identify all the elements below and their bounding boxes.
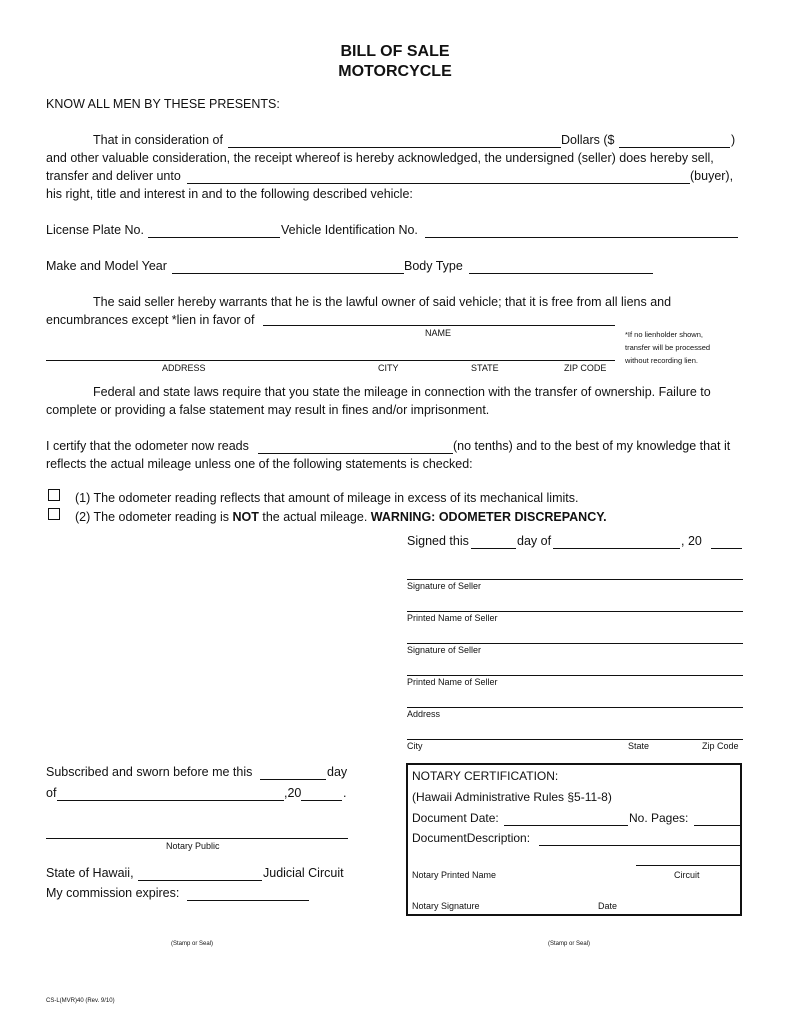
circuit-field[interactable] [636, 852, 741, 866]
document-description-field[interactable] [539, 831, 741, 846]
lien-note-line1: *If no lienholder shown, [625, 330, 703, 339]
mileage-notice-line1: Federal and state laws require that you state the mileage in connection with the transfer of ownership. Failure to [93, 385, 711, 399]
amount-words-field[interactable] [228, 133, 561, 148]
seller-printed-name-2-field[interactable] [407, 662, 743, 676]
day-of-label: day of [517, 534, 552, 548]
sworn-of-label: of [46, 786, 57, 800]
city-caption: CITY [378, 363, 399, 373]
notary-cert-rules: (Hawaii Administrative Rules §5-11-8) [412, 790, 612, 804]
sworn-month-field[interactable] [57, 786, 284, 801]
statement2-warning: WARNING: ODOMETER DISCREPANCY. [370, 510, 607, 524]
odometer-suffix: (no tenths) and to the best of my knowledge that it [453, 439, 731, 453]
address-label: Address [407, 709, 441, 719]
year-prefix: , 20 [681, 534, 702, 548]
commission-expires-field[interactable] [187, 886, 309, 901]
state-of-hawaii-label: State of Hawaii, [46, 866, 134, 880]
transfer-prefix: transfer and deliver unto [46, 169, 181, 183]
statement2-text [75, 510, 607, 525]
lien-note-line2: transfer will be processed [625, 343, 711, 352]
dollars-close: ) [731, 133, 736, 147]
consideration-prefix: That in consideration of [93, 133, 223, 147]
no-pages-field[interactable] [694, 811, 741, 826]
license-plate-label: License Plate No. [46, 223, 144, 237]
vin-label: Vehicle Identification No. [281, 223, 418, 237]
statement2-not: NOT [232, 510, 259, 524]
sworn-year-prefix: ,20 [284, 786, 302, 800]
body-type-field[interactable] [469, 259, 653, 274]
sworn-year-field[interactable] [301, 786, 342, 801]
statement2-prefix: (2) The odometer reading is [75, 510, 233, 524]
signed-day-field[interactable] [471, 534, 516, 549]
signature-seller-2-label: Signature of Seller [407, 645, 482, 655]
lien-note-line3: without recording lien. [625, 356, 698, 365]
consideration-line4: his right, title and interest in and to the following described vehicle: [46, 187, 413, 201]
zip-label: Zip Code [702, 741, 739, 751]
state-label: State [628, 741, 650, 751]
notary-printed-name-label: Notary Printed Name [412, 870, 497, 880]
intro-text: KNOW ALL MEN BY THESE PRESENTS: [46, 97, 280, 111]
document-date-label: Document Date: [412, 811, 499, 825]
notary-public-signature-field[interactable] [46, 824, 348, 839]
address-caption: ADDRESS [162, 363, 206, 373]
lien-line1: The said seller hereby warrants that he is the lawful owner of said vehicle; that it is free from all liens and [93, 295, 672, 309]
make-model-year-field[interactable] [172, 259, 404, 274]
document-title-line2: MOTORCYCLE [338, 63, 452, 80]
name-caption: NAME [425, 328, 452, 338]
odometer-prefix: I certify that the odometer now reads [46, 439, 249, 453]
form-code: CS-L(MVR)40 (Rev. 9/10) [46, 998, 115, 1004]
state-caption: STATE [471, 363, 499, 373]
consideration-line2: and other valuable consideration, the receipt whereof is hereby acknowledged, the undersigned (seller) does hereby sell, [46, 151, 714, 165]
circuit-label: Circuit [674, 870, 700, 880]
license-plate-field[interactable] [148, 223, 280, 238]
signed-year-field[interactable] [711, 534, 742, 549]
amount-numeric-field[interactable] [619, 133, 730, 148]
buyer-suffix: (buyer), [690, 169, 734, 183]
odometer-line2: reflects the actual mileage unless one of the following statements is checked: [46, 457, 473, 471]
sworn-period: . [343, 786, 347, 800]
statement2-middle: the actual mileage. [258, 510, 371, 524]
document-title-line1: BILL OF SALE [340, 43, 450, 60]
make-model-year-label: Make and Model Year [46, 259, 167, 273]
seller-signature-2-field[interactable] [407, 630, 743, 644]
lien-line2-prefix: encumbrances except *lien in favor of [46, 313, 255, 327]
commission-expires-label: My commission expires: [46, 886, 180, 900]
sworn-day-suffix: day [327, 765, 348, 779]
statement1-checkbox[interactable] [48, 489, 60, 501]
stamp-or-seal-right: (Stamp or Seal) [548, 941, 591, 947]
dollars-label: Dollars ($ [561, 133, 615, 147]
seller-address-field[interactable] [407, 694, 743, 708]
notary-cert-title: NOTARY CERTIFICATION: [412, 769, 559, 783]
no-pages-label: No. Pages: [629, 811, 689, 825]
zip-caption: ZIP CODE [564, 363, 607, 373]
judicial-circuit-label: Judicial Circuit [263, 866, 344, 880]
seller-city-state-zip-field[interactable] [407, 726, 743, 740]
vin-field[interactable] [425, 223, 738, 238]
signature-seller-1-label: Signature of Seller [407, 581, 482, 591]
printed-name-seller-2-label: Printed Name of Seller [407, 677, 498, 687]
body-type-label: Body Type [404, 259, 463, 273]
document-description-label: DocumentDescription: [412, 831, 531, 845]
seller-signature-1-field[interactable] [407, 566, 743, 580]
odometer-reading-field[interactable] [258, 439, 453, 454]
buyer-field[interactable] [187, 169, 690, 184]
printed-name-seller-1-label: Printed Name of Seller [407, 613, 498, 623]
sworn-line1-prefix: Subscribed and sworn before me this [46, 765, 253, 779]
lienholder-address-field[interactable] [46, 346, 615, 361]
lienholder-name-field[interactable] [263, 311, 615, 326]
document-date-field[interactable] [504, 811, 628, 826]
sworn-day-field[interactable] [260, 765, 326, 780]
statement1-text: (1) The odometer reading reflects that amount of mileage in excess of its mechanical limits. [75, 491, 579, 505]
signed-this-label: Signed this [407, 534, 469, 548]
signed-month-field[interactable] [553, 534, 680, 549]
notary-signature-label: Notary Signature [412, 901, 480, 911]
notary-public-label: Notary Public [166, 841, 220, 851]
city-label: City [407, 741, 423, 751]
mileage-notice-line2: complete or providing a false statement may result in fines and/or imprisonment. [46, 403, 490, 417]
notary-date-label: Date [598, 901, 618, 911]
statement2-checkbox[interactable] [48, 508, 60, 520]
seller-printed-name-1-field[interactable] [407, 598, 743, 612]
stamp-or-seal-left: (Stamp or Seal) [171, 941, 214, 947]
judicial-circuit-field[interactable] [138, 866, 262, 881]
